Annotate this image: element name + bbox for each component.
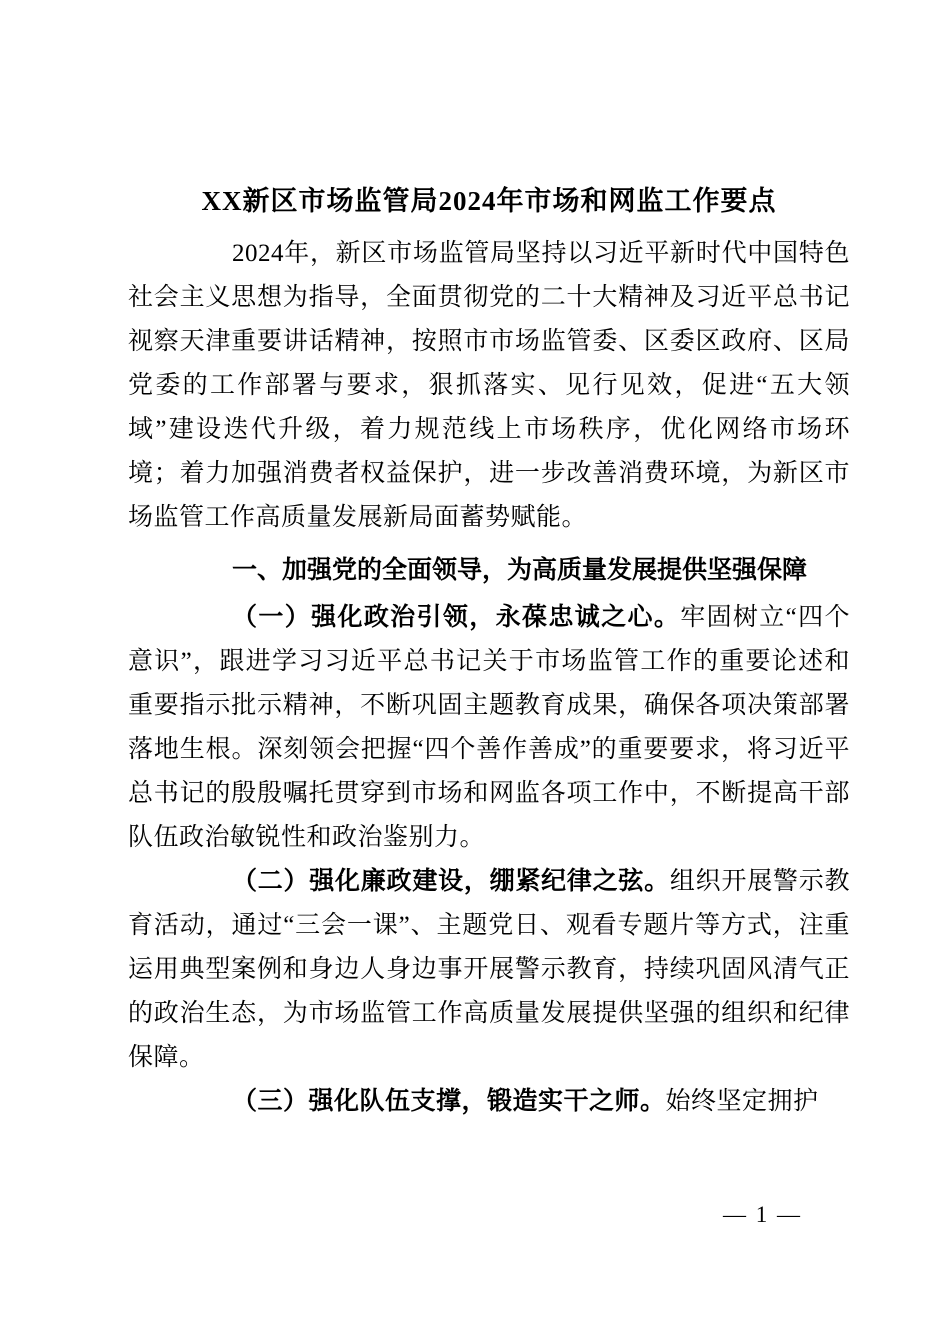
body-paragraph <box>128 232 850 540</box>
page-number: — 1 — <box>723 1202 802 1227</box>
body-paragraph <box>128 596 850 860</box>
paragraph-lead: （三）强化队伍支撑，锻造实干之师。 <box>232 1088 666 1115</box>
paragraph-text: 2024年，新区市场监管局坚持以习近平新时代中国特色社会主义思想为指导，全面贯彻党的二十大精神及习近平总书记视察天津重要讲话精神，按照市市场监管委、区委区政府、区局党委的工作部署与要求，狠抓落实、见行见效，促进“五大领域”建设迭代升级，着力规范线上市场秩序，优化网络市场环境；着力加强消费者权益保护，进一步改善消费环境，为新区市场监管工作高质量发展新局面蓄势赋能。 <box>128 240 850 531</box>
body-paragraph <box>128 1080 850 1124</box>
paragraph-list <box>128 232 850 1124</box>
section-heading <box>128 548 850 592</box>
paragraph-lead: （二）强化廉政建设，绷紧纪律之弦。 <box>232 868 670 895</box>
document-content <box>128 182 850 1124</box>
body-paragraph <box>128 860 850 1080</box>
paragraph-text: 始终坚定拥护 <box>665 1088 819 1115</box>
paragraph-lead: （一）强化政治引领，永葆忠诚之心。 <box>232 604 681 631</box>
paragraph-text: 组织开展警示教育活动，通过“三会一课”、主题党日、观看专题片等方式，注重运用典型案例和身边人身边事开展警示教育，持续巩固风清气正的政治生态，为市场监管工作高质量发展提供坚强的组织和纪律保障。 <box>128 868 850 1071</box>
document-title: XX新区市场监管局2024年市场和网监工作要点 <box>201 186 777 216</box>
paragraph-text: 牢固树立“四个意识”，跟进学习习近平总书记关于市场监管工作的重要论述和重要指示批示精神，不断巩固主题教育成果，确保各项决策部署落地生根。深刻领会把握“四个善作善成”的重要要求，将习近平总书记的殷殷嘱托贯穿到市场和网监各项工作中，不断提高干部队伍政治敏锐性和政治鉴别力。 <box>128 604 850 851</box>
paragraph-text: 一、加强党的全面领导，为高质量发展提供坚强保障 <box>232 556 808 584</box>
